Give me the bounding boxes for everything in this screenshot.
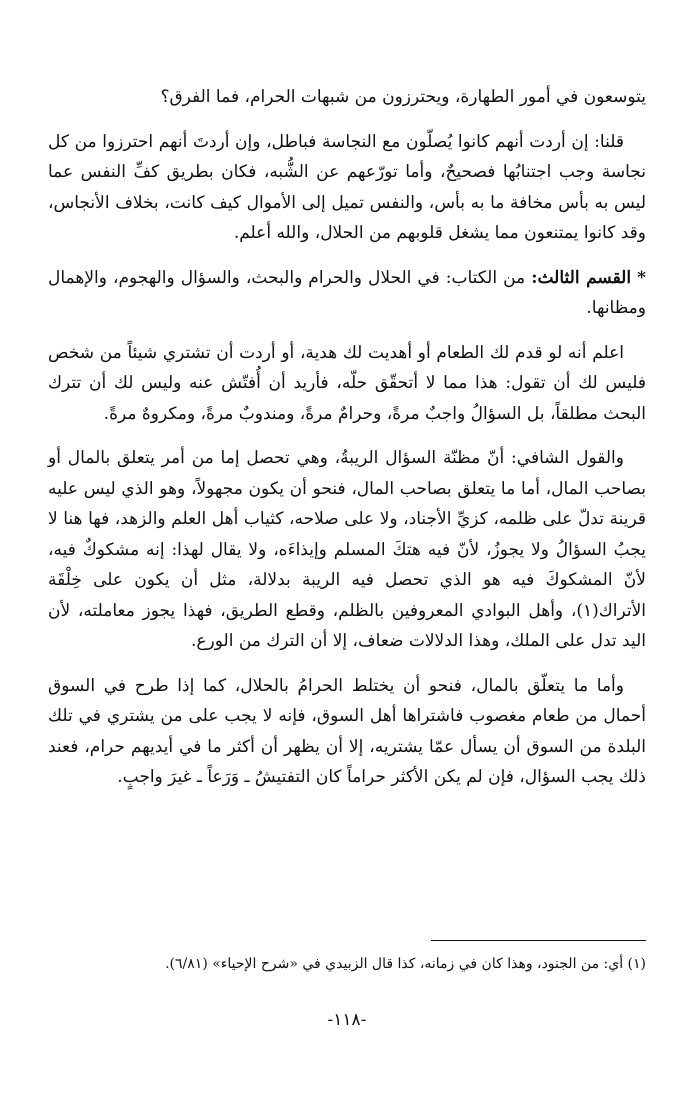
paragraph-mixed-wealth: وأما ما يتعلّق بالمال، فنحو أن يختلط الحرامُ بالحلال، كما إذا طرح في السوق أحمال من طعام مغصوب فاشتراها أهل السوق، فإنه لا يجب على من يشتري في تلك البلدة من السوق أن يسأل عمّا يشتريه، إلا أن يظهر أن أكثر ما في أيديهم حرام، فعند ذلك يجب السؤال، فإن لم يكن الأكثر حراماً كان التفتيشُ ـ وَرَعاً ـ غيرَ واجبٍ.: [48, 675, 646, 787]
paragraph-shafi-statement: والقول الشافي: أنّ مظنّة السؤال الريبةُ، وهي تحصل إما من أمر يتعلق بالمال أو بصاحب المال، أما ما يتعلق بصاحب المال، فنحو أن يكون مجهولاً، وهو الذي ليس عليه قرينة تدلّ على ظلمه، كزيِّ الأجناد، ولا على صلاحه، كثياب أهل العلم والزهد، فها هنا لا يجبُ السؤالُ ولا يجوزُ، لأنّ فيه هتكَ المسلم وإيذاءَه، ولا يقال لهذا: إنه مشكوكٌ فيه، لأنّ المشكوكَ فيه هو الذي تحصل فيه الريبة بدلالة، مثل أن يكون على خِلْقَة الأتراك(١)، وأهل البوادي المعروفين بالظلم، وقطع الطريق، فهذا يجوز معاملته، لأن اليد تدل على الملك، وهذا الدلالات ضعاف، إلا أن الترك من الورع.: [48, 448, 646, 651]
section-label: القسم الثالث:: [531, 267, 632, 288]
paragraph-inquiry: اعلم أنه لو قدم لك الطعام أو أهديت لك هدية، أو أردت أن تشتري شيئاً من شخص فليس لك أن تقول: هذا مما لا أتحقّق حلّه، فأريد أن أُفتّش عنه وليس لك أن تترك البحث مطلقاً، بل السؤالُ واجبٌ مرةً، وحرامٌ مرةً، ومندوبٌ مرةً، ومكروهٌ مرةً.: [48, 342, 646, 424]
section-text: من الكتاب: في الحلال والحرام والبحث، والسؤال والهجوم، والإهمال ومظانها.: [48, 267, 646, 318]
section-heading-paragraph: [48, 263, 646, 324]
star-icon: *: [637, 267, 646, 288]
page-number: -١١٨-: [327, 1010, 367, 1030]
paragraph-answer: قلنا: إن أردت أنهم كانوا يُصلّون مع النجاسة فباطل، وإن أردتَ أنهم احترزوا من كل نجاسة وجب اجتنابُها فصحيحٌ، وأما تورّعهم عن الشُّبه، فكان بطريق كفِّ النفس عما ليس به بأس مخافة ما به بأس، والنفس تميل إلى الأموال كيف كانت، بخلاف الأنجاس، وقد كانوا يمتنعون مما يشغل قلوبهم من الحلال، والله أعلم.: [48, 131, 646, 243]
footnote: (١) أي: من الجنود، وهذا كان في زمانه، كذا قال الزبيدي في «شرح الإحياء» (٦/٨١).: [165, 956, 646, 972]
footnote-divider: [431, 940, 646, 941]
paragraph-continuation: يتوسعون في أمور الطهارة، ويحترزون من شبهات الحرام، فما الفرق؟: [160, 87, 646, 107]
